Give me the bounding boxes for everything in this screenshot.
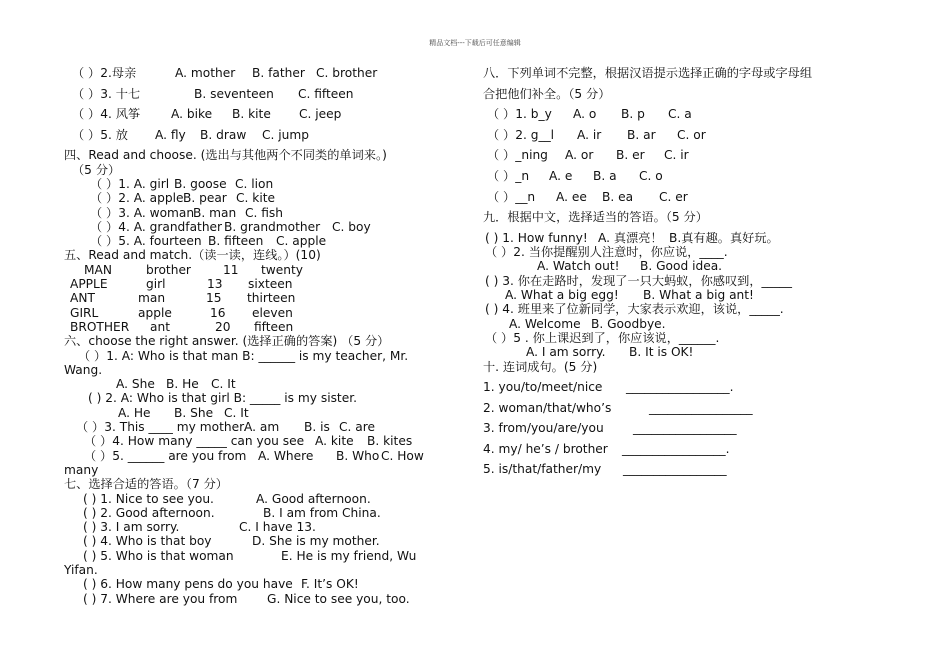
option-text: B. Good idea.: [640, 259, 723, 274]
text-line: [64, 191, 436, 205]
option-text: B. He: [166, 377, 199, 392]
option-text: C. I have 13.: [239, 520, 316, 535]
option-text: 11: [223, 262, 239, 277]
text-line: [64, 87, 436, 101]
option-text: C. kite: [236, 191, 275, 206]
line-text: ( ) 1. Nice to see you.: [83, 491, 214, 506]
text-line: [483, 288, 843, 302]
line-text: 3. from/you/are/you: [483, 421, 604, 436]
option-text: A. am: [244, 420, 280, 435]
text-line: [64, 463, 436, 477]
text-line: [483, 462, 843, 476]
option-text: C. fifteen: [298, 86, 354, 101]
line-text: MAN: [84, 262, 112, 277]
line-text: 四、Read and choose. (选出与其他两个不同类的单词来。): [64, 148, 387, 163]
text-line: [64, 334, 436, 348]
line-text: （ ）_n: [487, 168, 530, 183]
text-line: [64, 592, 436, 606]
option-text: G. Nice to see you, too.: [267, 591, 410, 606]
line-text: A. What a big egg!: [505, 288, 619, 303]
option-text: _________________: [649, 400, 753, 415]
option-text: C. jump: [262, 127, 309, 142]
text-line: [483, 360, 843, 374]
line-text: ANT: [70, 291, 95, 306]
option-text: A. ee: [556, 189, 587, 204]
line-text: APPLE: [70, 277, 108, 292]
line-text: （ ）2. 当你提醒别人注意时，你应说，____.: [485, 245, 728, 260]
text-line: [64, 263, 436, 277]
option-text: C. ir: [664, 148, 689, 163]
line-text: （ ）4. 风筝: [72, 107, 141, 122]
option-text: B. It is OK!: [629, 345, 694, 360]
option-text: A. kite: [315, 434, 354, 449]
option-text: thirteen: [247, 291, 296, 306]
text-line: [64, 248, 436, 262]
option-text: B.真有趣。真好玩。: [669, 230, 779, 245]
text-line: [64, 107, 436, 121]
text-line: [64, 66, 436, 80]
option-text: 13: [207, 277, 223, 292]
option-text: C. are: [339, 420, 375, 435]
option-text: A. Good afternoon.: [256, 491, 371, 506]
text-line: [64, 420, 436, 434]
line-text: 六、choose the right answer. (选择正确的答案) （5 分）: [64, 334, 390, 349]
text-line: [64, 277, 436, 291]
text-line: [64, 349, 436, 363]
line-text: A. Watch out!: [537, 259, 620, 274]
option-text: B. kites: [367, 434, 413, 449]
text-line: [483, 442, 843, 456]
option-text: _________________.: [622, 441, 730, 456]
line-text: 九．根据中文，选择适当的答语。（5 分）: [483, 210, 708, 225]
line-text: 5. is/that/father/my: [483, 462, 602, 477]
text-line: [483, 148, 843, 162]
text-line: [483, 66, 843, 80]
line-text: （5 分）: [72, 162, 121, 177]
option-text: E. He is my friend, Wu: [281, 548, 417, 563]
option-text: B. I am from China.: [263, 505, 381, 520]
option-text: B. a: [593, 168, 617, 183]
text-line: [64, 534, 436, 548]
line-text: many: [64, 462, 99, 477]
line-text: （ ）3. A. woman: [90, 205, 195, 220]
option-text: C. It: [224, 405, 249, 420]
text-line: [483, 421, 843, 435]
option-text: B. grandmother: [224, 219, 321, 234]
line-text: 七、选择合适的答语。（7 分）: [64, 477, 228, 492]
line-text: ( ) 3. I am sorry.: [83, 520, 180, 535]
text-line: [483, 87, 843, 101]
line-text: A. He: [118, 405, 151, 420]
option-text: C. lion: [235, 176, 274, 191]
option-text: C. or: [677, 127, 706, 142]
option-text: B. What a big ant!: [643, 288, 754, 303]
option-text: 16: [210, 305, 226, 320]
text-line: [64, 406, 436, 420]
option-text: C. er: [659, 189, 688, 204]
text-line: [64, 449, 436, 463]
option-text: man: [138, 291, 166, 306]
line-text: （ ）4. How many _____ can you see: [84, 434, 305, 449]
line-text: （ ）__n: [487, 189, 536, 204]
text-line: [64, 577, 436, 591]
option-text: brother: [146, 262, 191, 277]
line-text: （ ）2.母亲: [72, 66, 137, 80]
option-text: A. ir: [577, 127, 602, 142]
option-text: C. a: [668, 107, 692, 122]
line-text: （ ）5 . 你上课迟到了，你应该说，______.: [485, 330, 720, 345]
line-text: （ ）2. g__l: [487, 127, 555, 142]
page-header: 精品文档---下载后可任意编辑: [429, 39, 521, 47]
line-text: （ ）5. ______ are you from: [84, 448, 247, 463]
text-line: [64, 320, 436, 334]
line-text: （ ）_ning: [487, 148, 548, 163]
line-text: ( ) 6. How many pens do you have: [83, 577, 293, 592]
text-line: [483, 345, 843, 359]
option-text: B. pear: [183, 191, 227, 206]
option-text: C. jeep: [299, 107, 342, 122]
line-text: （ ）1. A. girl: [90, 176, 170, 191]
line-text: BROTHER: [70, 319, 130, 334]
option-text: 15: [206, 291, 222, 306]
option-text: apple: [138, 305, 172, 320]
text-line: [64, 206, 436, 220]
option-text: C. o: [639, 168, 663, 183]
option-text: twenty: [261, 262, 303, 277]
option-text: B. man: [193, 205, 237, 220]
text-line: [64, 128, 436, 142]
option-text: A. or: [565, 148, 594, 163]
option-text: C. brother: [316, 66, 378, 80]
text-line: [64, 234, 436, 248]
option-text: C. It: [211, 377, 236, 392]
option-text: A. o: [573, 107, 597, 122]
line-text: （ ）3. This ____ my mother.: [76, 420, 247, 435]
left-column: [64, 66, 436, 606]
text-line: [64, 549, 436, 563]
text-line: [483, 231, 843, 245]
option-text: D. She is my mother.: [252, 534, 380, 549]
option-text: B. p: [621, 107, 645, 122]
text-line: [483, 259, 843, 273]
text-line: [64, 563, 436, 577]
text-line: [483, 331, 843, 345]
line-text: （ ）5. A. fourteen: [90, 234, 202, 249]
option-text: B. Goodbye.: [591, 316, 666, 331]
text-line: [64, 291, 436, 305]
option-text: A. Where: [258, 448, 314, 463]
line-text: 2. woman/that/who’s: [483, 400, 612, 415]
line-text: （ ）5. 放: [72, 127, 128, 142]
line-text: A. She: [116, 377, 155, 392]
line-text: 八．下列单词不完整，根据汉语提示选择正确的字母或字母组: [483, 66, 813, 80]
option-text: A. e: [549, 168, 573, 183]
line-text: ( ) 1. How funny!: [485, 230, 588, 245]
right-column: [483, 66, 843, 477]
text-line: [483, 169, 843, 183]
text-line: [64, 391, 436, 405]
text-line: [64, 306, 436, 320]
option-text: B. goose: [174, 176, 227, 191]
option-text: A. 真漂亮！: [598, 230, 663, 245]
line-text: GIRL: [70, 305, 99, 320]
line-text: ( ) 4. Who is that boy: [83, 534, 212, 549]
line-text: （ ）1. A: Who is that man B: ______ is my teacher, Mr.: [78, 348, 409, 363]
option-text: B. ar: [627, 127, 656, 142]
text-line: [64, 220, 436, 234]
option-text: eleven: [252, 305, 293, 320]
line-text: ( ) 7. Where are you from: [83, 591, 238, 606]
line-text: ( ) 2. Good afternoon.: [83, 505, 215, 520]
text-line: [483, 380, 843, 394]
option-text: A. bike: [171, 107, 213, 122]
line-text: 五、Read and match.（读一读，连线。）(10): [64, 248, 321, 263]
line-text: （ ）1. b_y: [487, 107, 552, 122]
line-text: A. I am sorry.: [526, 345, 606, 360]
option-text: C. How: [381, 448, 424, 463]
option-text: _________________.: [626, 380, 734, 395]
text-line: [64, 477, 436, 491]
option-text: B. ea: [602, 189, 634, 204]
option-text: B. er: [616, 148, 645, 163]
text-line: [64, 434, 436, 448]
text-line: [64, 177, 436, 191]
text-line: [483, 128, 843, 142]
line-text: （ ）3. 十七: [72, 86, 141, 101]
line-text: Wang.: [64, 362, 103, 377]
text-line: [483, 401, 843, 415]
option-text: B. Who: [336, 448, 380, 463]
text-line: [64, 520, 436, 534]
option-text: B. fifteen: [208, 234, 264, 249]
line-text: 合把他们补全。（5 分）: [483, 86, 611, 101]
option-text: _________________: [633, 421, 737, 436]
option-text: B. seventeen: [194, 86, 274, 101]
option-text: fifteen: [254, 319, 294, 334]
option-text: sixteen: [248, 277, 293, 292]
option-text: F. It’s OK!: [301, 577, 359, 592]
line-text: （ ）4. A. grandfather: [90, 219, 223, 234]
option-text: B. is: [304, 420, 330, 435]
line-text: Yifan.: [64, 562, 98, 577]
text-line: [483, 302, 843, 316]
option-text: C. apple: [276, 234, 327, 249]
option-text: C. fish: [245, 205, 284, 220]
option-text: B. father: [252, 66, 305, 80]
option-text: C. boy: [332, 219, 371, 234]
option-text: B. draw: [200, 127, 247, 142]
option-text: girl: [146, 277, 166, 292]
text-line: [483, 190, 843, 204]
line-text: 4. my/ he’s / brother: [483, 441, 608, 456]
line-text: （ ）2. A. apple: [90, 191, 184, 206]
option-text: A. mother: [175, 66, 236, 80]
line-text: 十. 连词成句。(5 分): [483, 359, 598, 374]
option-text: ant: [150, 319, 170, 334]
text-line: [64, 363, 436, 377]
option-text: B. kite: [232, 107, 271, 122]
line-text: ( ) 3. 你在走路时，发现了一只大蚂蚁，你感叹到，_____: [485, 273, 792, 288]
text-line: [483, 274, 843, 288]
option-text: _________________: [623, 462, 727, 477]
line-text: 1. you/to/meet/nice: [483, 380, 603, 395]
text-line: [483, 245, 843, 259]
option-text: 20: [215, 319, 231, 334]
line-text: ( ) 4. 班里来了位新同学，大家表示欢迎，该说，_____.: [485, 302, 784, 317]
text-line: [64, 148, 436, 162]
line-text: ( ) 5. Who is that woman: [83, 548, 234, 563]
text-line: [64, 506, 436, 520]
text-line: [64, 492, 436, 506]
line-text: A. Welcome: [509, 316, 581, 331]
option-text: A. fly: [155, 127, 186, 142]
text-line: [483, 210, 843, 224]
text-line: [64, 377, 436, 391]
text-line: [483, 107, 843, 121]
text-line: [483, 317, 843, 331]
line-text: ( ) 2. A: Who is that girl B: _____ is my sister.: [88, 391, 357, 406]
text-line: [64, 163, 436, 177]
option-text: B. She: [174, 405, 214, 420]
